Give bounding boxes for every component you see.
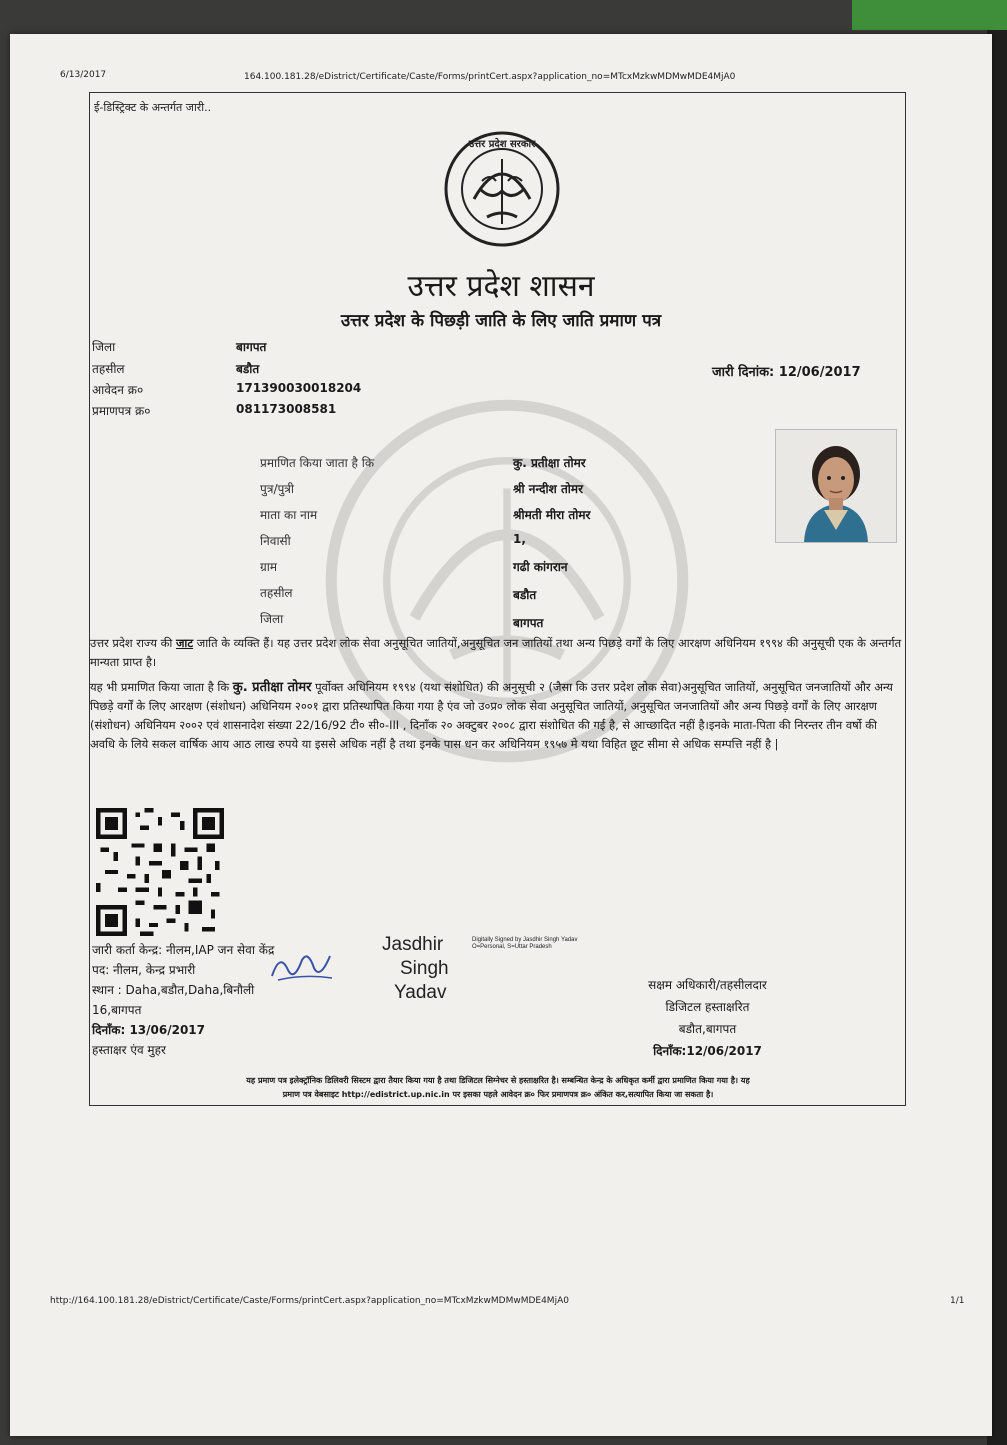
certificate-paper	[10, 34, 992, 1436]
certificate-title: उत्तर प्रदेश शासन	[407, 269, 595, 304]
authority-title: सक्षम अधिकारी/तहसीलदार	[648, 978, 767, 992]
meta-value-tehsil: बडौत	[236, 362, 260, 376]
detail-value-village: गढी कांगरान	[513, 560, 568, 574]
detail-value-district: बागपत	[513, 616, 544, 630]
detail-value-father: श्री नन्दीश तोमर	[513, 482, 583, 496]
edistrict-note: ई-डिस्ट्रिक्ट के अन्तर्गत जारी..	[94, 101, 212, 114]
digital-signature-details: Digitally Signed by Jasdhir Singh Yadav O=Personal, S=Uttar Pradesh	[472, 937, 578, 950]
detail-label-tehsil: तहसील	[260, 586, 293, 600]
caste-name: जाट	[175, 636, 194, 650]
meta-value-application-no: 171390030018204	[236, 381, 362, 395]
footer-page-number: 1/1	[950, 1296, 965, 1306]
detail-value-mother: श्रीमती मीरा तोमर	[513, 508, 591, 522]
detail-label-certified: प्रमाणित किया जाता है कि	[260, 456, 375, 470]
issuer-block	[92, 940, 274, 1060]
meta-label-tehsil: तहसील	[92, 362, 125, 376]
handwritten-signature	[268, 946, 338, 986]
meta-value-certificate-no: 081173008581	[236, 402, 337, 416]
detail-label-resident: निवासी	[260, 534, 291, 548]
detail-value-tehsil: बडौत	[513, 588, 537, 602]
background-green-object	[852, 0, 1007, 30]
applicant-photo	[775, 429, 897, 543]
meta-label-district: जिला	[92, 340, 116, 354]
certificate-subtitle: उत्तर प्रदेश के पिछड़ी जाति के लिए जाति प्रमाण पत्र	[340, 311, 662, 331]
authority-block	[570, 974, 845, 1062]
authority-signed: डिजिटल हस्ताक्षरित	[665, 1000, 750, 1014]
detail-label-parent: पुत्र/पुत्री	[260, 482, 295, 496]
issuer-place: स्थान : Daha,बडौत,Daha,बिनौली	[92, 983, 255, 997]
detail-label-mother: माता का नाम	[260, 508, 318, 522]
detail-value-name: कु. प्रतीक्षा तोमर	[513, 456, 586, 470]
issuer-date: दिनाँक: 13/06/2017	[92, 1023, 206, 1037]
authority-place: बडौत,बागपत	[678, 1022, 737, 1036]
qr-code	[96, 808, 224, 936]
print-date: 6/13/2017	[60, 70, 107, 80]
meta-label-application-no: आवेदन क्र०	[92, 383, 144, 397]
issuer-post: पद: नीलम, केन्द्र प्रभारी	[92, 963, 196, 977]
print-url: 164.100.181.28/eDistrict/Certificate/Caste/Forms/printCert.aspx?application_no=MTcxMzkwMDMwMDE4MjA0	[244, 72, 736, 82]
footer-url: http://164.100.181.28/eDistrict/Certificate/Caste/Forms/printCert.aspx?application_no=MTcxMzkwMDMwMDE4MjA0	[50, 1296, 569, 1306]
detail-value-resident: 1,	[513, 532, 526, 546]
issuer-center: जारी कर्ता केन्द्र: नीलम,IAP जन सेवा केंद्र	[92, 943, 275, 957]
authority-date: दिनाँक:12/06/2017	[653, 1044, 762, 1058]
up-emblem-icon	[442, 129, 562, 249]
detail-label-village: ग्राम	[260, 560, 278, 574]
meta-value-district: बागपत	[236, 340, 267, 354]
paragraph-applicant-name: कु. प्रतीक्षा तोमर	[232, 680, 312, 695]
caste-paragraph: उत्तर प्रदेश राज्य की जाट जाति के व्यक्ति हैं। यह उत्तर प्रदेश लोक सेवा अनुसूचित जातियों,अनुसूचित जन जातियों तथा अन्य पिछड़े वर्गों के लिए आरक्षण अधिनियम १९९४ की अनुसूची एक के अन्तर्गत मान्यता प्राप्त है।	[90, 636, 902, 669]
issuer-sign-label: हस्ताक्षर एंव मुहर	[92, 1043, 166, 1057]
digital-signature: Jasdhir Singh Yadav Digitally Signed by Jasdhir Singh Yadav O=Personal, S=Uttar Pradesh	[382, 933, 449, 1005]
issuer-place-line2: 16,बागपत	[92, 1003, 142, 1017]
income-paragraph: यह भी प्रमाणित किया जाता है कि कु. प्रतीक्षा तोमर पूर्वोक्त अधिनियम १९९४ (यथा संशोधित) की अनुसूची २ (जैसा कि उत्तर प्रदेश लोक सेवा)अनुसूचित जातियों, अनुसूचित जनजातियों और अन्य पिछड़े वर्गों के लिए आरक्षण (संशोधन) अधिनियम २००१ द्वारा प्रतिस्थापित किया गया है एंव जो उ०प्र० लोक सेवा अनुसूचित जातियों, अनुसूचित जनजातियों और अन्य पिछड़े वर्गों के लिए आरक्षण (संशोधन) अधिनियम २००२ एवं शासनादेश संख्या 22/16/92 टी० सी०-III , दिनाँक २० अक्टुबर २००८ द्वारा संशोधित की गई है, से आच्छादित नहीं है।इनके माता-पिता की निरन्तर तीन वर्षो की अवधि के लिये सकल वार्षिक आय आठ लाख रुपये या इससे अधिक नहीं है तथा इनके पास धन कर अधिनियम १९५७ मे यथा विहित छूट सीमा से अधिक सम्पत्ति नहीं है |	[90, 680, 893, 751]
detail-label-district: जिला	[260, 612, 284, 626]
issue-date: जारी दिनांक: 12/06/2017	[712, 365, 861, 380]
verification-footnote: यह प्रमाण पत्र इलेक्ट्रॉनिक डिलिवरी सिस्टम द्वारा तैयार किया गया है तथा डिजिटल सिग्नेचर से हस्ताक्षरित है। सम्बन्धित केन्द्र के अधिकृत कर्मी द्वारा प्रमाणित किया गया है। यह प्रमाण पत्र वेबसाइट http://edistrict.up.nic.in पर इसका पहले आवेदन क्र० फिर प्रमाणपत्र क्र० अंकित कर,सत्यापित किया जा सकता है।	[246, 1076, 750, 1099]
meta-label-certificate-no: प्रमाणपत्र क्र०	[92, 404, 151, 418]
svg-text:उत्तर प्रदेश सरकार: उत्तर प्रदेश सरकार	[468, 139, 536, 150]
